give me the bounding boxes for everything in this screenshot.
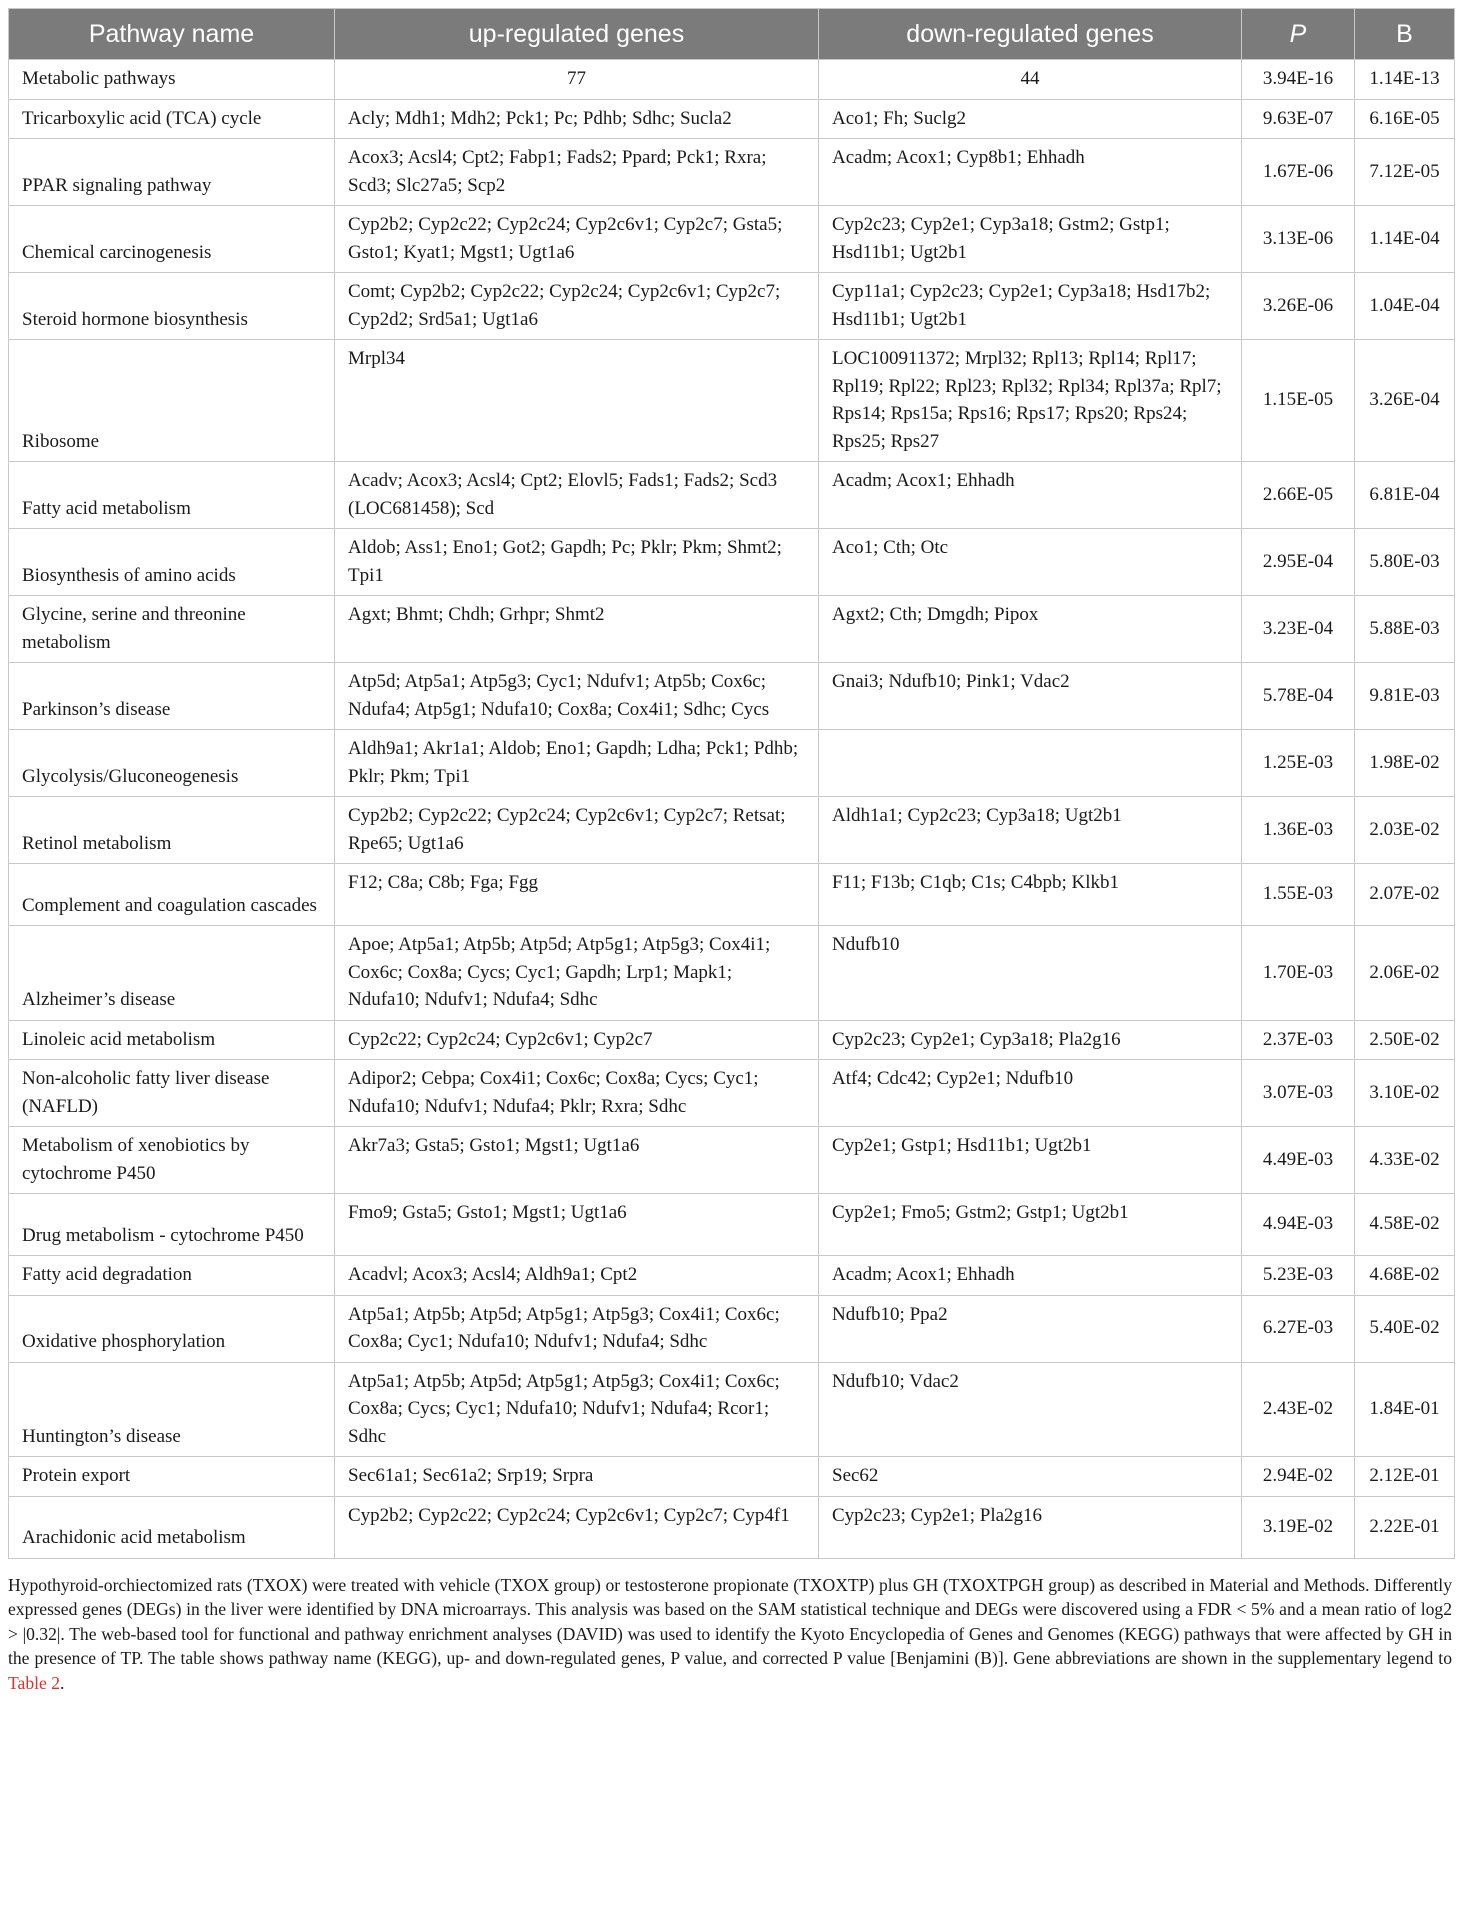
b-value-cell: 5.40E-02 bbox=[1355, 1295, 1455, 1362]
p-value-cell: 1.36E-03 bbox=[1242, 797, 1355, 864]
table-row bbox=[9, 206, 1455, 273]
up-regulated-genes-cell: Agxt; Bhmt; Chdh; Grhpr; Shmt2 bbox=[335, 596, 819, 663]
pathway-name-cell: Linoleic acid metabolism bbox=[9, 1020, 335, 1060]
pathway-name-cell: Chemical carcinogenesis bbox=[9, 206, 335, 273]
table-row bbox=[9, 663, 1455, 730]
up-regulated-genes-cell: Aldob; Ass1; Eno1; Got2; Gapdh; Pc; Pklr; Pkm; Shmt2; Tpi1 bbox=[335, 529, 819, 596]
pathway-name-cell: Ribosome bbox=[9, 340, 335, 462]
up-regulated-genes-cell: Aldh9a1; Akr1a1; Aldob; Eno1; Gapdh; Ldha; Pck1; Pdhb; Pklr; Pkm; Tpi1 bbox=[335, 730, 819, 797]
pathway-table bbox=[8, 8, 1455, 1559]
down-regulated-genes-cell: Cyp2c23; Cyp2e1; Cyp3a18; Pla2g16 bbox=[819, 1020, 1242, 1060]
down-regulated-genes-cell: Agxt2; Cth; Dmgdh; Pipox bbox=[819, 596, 1242, 663]
header-up-regulated: up-regulated genes bbox=[335, 9, 819, 60]
pathway-name-cell: Oxidative phosphorylation bbox=[9, 1295, 335, 1362]
table-row bbox=[9, 340, 1455, 462]
p-value-cell: 3.07E-03 bbox=[1242, 1060, 1355, 1127]
up-regulated-genes-cell: Acadv; Acox3; Acsl4; Cpt2; Elovl5; Fads1; Fads2; Scd3 (LOC681458); Scd bbox=[335, 462, 819, 529]
table-row bbox=[9, 60, 1455, 100]
p-value-cell: 1.55E-03 bbox=[1242, 864, 1355, 926]
up-regulated-genes-cell: Atp5a1; Atp5b; Atp5d; Atp5g1; Atp5g3; Cox4i1; Cox6c; Cox8a; Cycs; Cyc1; Ndufa10; Ndufv1; Ndufa4; Rcor1; Sdhc bbox=[335, 1362, 819, 1457]
table-row bbox=[9, 926, 1455, 1021]
table-row bbox=[9, 273, 1455, 340]
pathway-name-cell: Glycolysis/Gluconeogenesis bbox=[9, 730, 335, 797]
up-regulated-genes-cell: Fmo9; Gsta5; Gsto1; Mgst1; Ugt1a6 bbox=[335, 1194, 819, 1256]
b-value-cell: 1.14E-13 bbox=[1355, 60, 1455, 100]
b-value-cell: 5.88E-03 bbox=[1355, 596, 1455, 663]
p-value-cell: 4.49E-03 bbox=[1242, 1127, 1355, 1194]
pathway-name-cell: Tricarboxylic acid (TCA) cycle bbox=[9, 99, 335, 139]
up-regulated-genes-cell: Cyp2b2; Cyp2c22; Cyp2c24; Cyp2c6v1; Cyp2c7; Cyp4f1 bbox=[335, 1496, 819, 1558]
table-row bbox=[9, 596, 1455, 663]
p-value-cell: 3.26E-06 bbox=[1242, 273, 1355, 340]
pathway-name-cell: Metabolism of xenobiotics by cytochrome P450 bbox=[9, 1127, 335, 1194]
p-value-cell: 3.23E-04 bbox=[1242, 596, 1355, 663]
b-value-cell: 1.04E-04 bbox=[1355, 273, 1455, 340]
p-value-cell: 1.67E-06 bbox=[1242, 139, 1355, 206]
up-regulated-genes-cell: Cyp2c22; Cyp2c24; Cyp2c6v1; Cyp2c7 bbox=[335, 1020, 819, 1060]
table-row bbox=[9, 99, 1455, 139]
down-regulated-genes-cell: Ndufb10; Ppa2 bbox=[819, 1295, 1242, 1362]
b-value-cell: 2.07E-02 bbox=[1355, 864, 1455, 926]
pathway-name-cell: Drug metabolism - cytochrome P450 bbox=[9, 1194, 335, 1256]
down-regulated-genes-cell: Acadm; Acox1; Cyp8b1; Ehhadh bbox=[819, 139, 1242, 206]
table-row bbox=[9, 1020, 1455, 1060]
up-regulated-genes-cell: Acadvl; Acox3; Acsl4; Aldh9a1; Cpt2 bbox=[335, 1256, 819, 1296]
p-value-cell: 2.66E-05 bbox=[1242, 462, 1355, 529]
p-value-cell: 2.94E-02 bbox=[1242, 1457, 1355, 1497]
table-row bbox=[9, 1256, 1455, 1296]
table-row bbox=[9, 1457, 1455, 1497]
down-regulated-genes-cell: Cyp2c23; Cyp2e1; Pla2g16 bbox=[819, 1496, 1242, 1558]
b-value-cell: 1.98E-02 bbox=[1355, 730, 1455, 797]
up-regulated-genes-cell: 77 bbox=[335, 60, 819, 100]
pathway-name-cell: Glycine, serine and threonine metabolism bbox=[9, 596, 335, 663]
pathway-name-cell: Fatty acid metabolism bbox=[9, 462, 335, 529]
table-row bbox=[9, 529, 1455, 596]
down-regulated-genes-cell: Aco1; Fh; Suclg2 bbox=[819, 99, 1242, 139]
p-value-cell: 2.43E-02 bbox=[1242, 1362, 1355, 1457]
header-b-value: B bbox=[1355, 9, 1455, 60]
down-regulated-genes-cell: Cyp11a1; Cyp2c23; Cyp2e1; Cyp3a18; Hsd17b2; Hsd11b1; Ugt2b1 bbox=[819, 273, 1242, 340]
down-regulated-genes-cell: Cyp2c23; Cyp2e1; Cyp3a18; Gstm2; Gstp1; Hsd11b1; Ugt2b1 bbox=[819, 206, 1242, 273]
down-regulated-genes-cell: F11; F13b; C1qb; C1s; C4bpb; Klkb1 bbox=[819, 864, 1242, 926]
pathway-name-cell: Steroid hormone biosynthesis bbox=[9, 273, 335, 340]
p-value-cell: 2.95E-04 bbox=[1242, 529, 1355, 596]
down-regulated-genes-cell: Gnai3; Ndufb10; Pink1; Vdac2 bbox=[819, 663, 1242, 730]
p-value-cell: 5.78E-04 bbox=[1242, 663, 1355, 730]
up-regulated-genes-cell: Atp5d; Atp5a1; Atp5g3; Cyc1; Ndufv1; Atp5b; Cox6c; Ndufa4; Atp5g1; Ndufa10; Cox8a; Cox4i1; Sdhc; Cycs bbox=[335, 663, 819, 730]
up-regulated-genes-cell: Comt; Cyp2b2; Cyp2c22; Cyp2c24; Cyp2c6v1; Cyp2c7; Cyp2d2; Srd5a1; Ugt1a6 bbox=[335, 273, 819, 340]
b-value-cell: 7.12E-05 bbox=[1355, 139, 1455, 206]
b-value-cell: 5.80E-03 bbox=[1355, 529, 1455, 596]
b-value-cell: 2.12E-01 bbox=[1355, 1457, 1455, 1497]
table-row bbox=[9, 1496, 1455, 1558]
table-row bbox=[9, 1362, 1455, 1457]
up-regulated-genes-cell: Apoe; Atp5a1; Atp5b; Atp5d; Atp5g1; Atp5g3; Cox4i1; Cox6c; Cox8a; Cycs; Cyc1; Gapdh; Lrp1; Mapk1; Ndufa10; Ndufv1; Ndufa4; Sdhc bbox=[335, 926, 819, 1021]
down-regulated-genes-cell: Sec62 bbox=[819, 1457, 1242, 1497]
p-value-cell: 5.23E-03 bbox=[1242, 1256, 1355, 1296]
header-p-label: P bbox=[1289, 19, 1307, 48]
down-regulated-genes-cell: Ndufb10; Vdac2 bbox=[819, 1362, 1242, 1457]
p-value-cell: 2.37E-03 bbox=[1242, 1020, 1355, 1060]
up-regulated-genes-cell: Acox3; Acsl4; Cpt2; Fabp1; Fads2; Ppard; Pck1; Rxra; Scd3; Slc27a5; Scp2 bbox=[335, 139, 819, 206]
pathway-name-cell: PPAR signaling pathway bbox=[9, 139, 335, 206]
table-footnote bbox=[8, 1573, 1454, 1696]
pathway-name-cell: Protein export bbox=[9, 1457, 335, 1497]
pathway-name-cell: Fatty acid degradation bbox=[9, 1256, 335, 1296]
footnote-end: . bbox=[60, 1672, 65, 1693]
up-regulated-genes-cell: Adipor2; Cebpa; Cox4i1; Cox6c; Cox8a; Cycs; Cyc1; Ndufa10; Ndufv1; Ndufa4; Pklr; Rxra; Sdhc bbox=[335, 1060, 819, 1127]
p-value-cell: 6.27E-03 bbox=[1242, 1295, 1355, 1362]
down-regulated-genes-cell: Aldh1a1; Cyp2c23; Cyp3a18; Ugt2b1 bbox=[819, 797, 1242, 864]
b-value-cell: 9.81E-03 bbox=[1355, 663, 1455, 730]
pathway-name-cell: Complement and coagulation cascades bbox=[9, 864, 335, 926]
table-2-link[interactable]: Table 2 bbox=[8, 1672, 61, 1693]
up-regulated-genes-cell: Sec61a1; Sec61a2; Srp19; Srpra bbox=[335, 1457, 819, 1497]
pathway-name-cell: Biosynthesis of amino acids bbox=[9, 529, 335, 596]
down-regulated-genes-cell: LOC100911372; Mrpl32; Rpl13; Rpl14; Rpl17; Rpl19; Rpl22; Rpl23; Rpl32; Rpl34; Rpl37a; Rpl7; Rps14; Rps15a; Rps16; Rps17; Rps20; Rps24; Rps25; Rps27 bbox=[819, 340, 1242, 462]
b-value-cell: 3.26E-04 bbox=[1355, 340, 1455, 462]
down-regulated-genes-cell bbox=[819, 730, 1242, 797]
table-row bbox=[9, 1295, 1455, 1362]
b-value-cell: 3.10E-02 bbox=[1355, 1060, 1455, 1127]
down-regulated-genes-cell: Cyp2e1; Fmo5; Gstm2; Gstp1; Ugt2b1 bbox=[819, 1194, 1242, 1256]
b-value-cell: 2.50E-02 bbox=[1355, 1020, 1455, 1060]
header-row bbox=[9, 9, 1455, 60]
down-regulated-genes-cell: Aco1; Cth; Otc bbox=[819, 529, 1242, 596]
table-row bbox=[9, 1127, 1455, 1194]
pathway-name-cell: Huntington’s disease bbox=[9, 1362, 335, 1457]
b-value-cell: 4.58E-02 bbox=[1355, 1194, 1455, 1256]
header-down-regulated: down-regulated genes bbox=[819, 9, 1242, 60]
table-row bbox=[9, 139, 1455, 206]
up-regulated-genes-cell: Atp5a1; Atp5b; Atp5d; Atp5g1; Atp5g3; Cox4i1; Cox6c; Cox8a; Cyc1; Ndufa10; Ndufv1; Ndufa4; Sdhc bbox=[335, 1295, 819, 1362]
table-row bbox=[9, 1194, 1455, 1256]
p-value-cell: 1.15E-05 bbox=[1242, 340, 1355, 462]
table-container bbox=[8, 8, 1454, 1695]
p-value-cell: 3.19E-02 bbox=[1242, 1496, 1355, 1558]
down-regulated-genes-cell: Atf4; Cdc42; Cyp2e1; Ndufb10 bbox=[819, 1060, 1242, 1127]
table-row bbox=[9, 864, 1455, 926]
pathway-name-cell: Alzheimer’s disease bbox=[9, 926, 335, 1021]
b-value-cell: 1.14E-04 bbox=[1355, 206, 1455, 273]
b-value-cell: 2.22E-01 bbox=[1355, 1496, 1455, 1558]
table-row bbox=[9, 1060, 1455, 1127]
down-regulated-genes-cell: Acadm; Acox1; Ehhadh bbox=[819, 462, 1242, 529]
b-value-cell: 6.81E-04 bbox=[1355, 462, 1455, 529]
up-regulated-genes-cell: Acly; Mdh1; Mdh2; Pck1; Pc; Pdhb; Sdhc; Sucla2 bbox=[335, 99, 819, 139]
p-value-cell: 3.94E-16 bbox=[1242, 60, 1355, 100]
pathway-name-cell: Arachidonic acid metabolism bbox=[9, 1496, 335, 1558]
pathway-name-cell: Metabolic pathways bbox=[9, 60, 335, 100]
b-value-cell: 2.06E-02 bbox=[1355, 926, 1455, 1021]
footnote-text: Hypothyroid-orchiectomized rats (TXOX) were treated with vehicle (TXOX group) or testosterone propionate (TXOXTP) plus GH (TXOXTPGH group) as described in Material and Methods. Differently expressed genes (DEGs) in the liver were identified by DNA microarrays. This analysis was based on the SAM statistical technique and DEGs were discovered using a FDR < 5% and a mean ratio of log2 > |0.32|. The web-based tool for functional and pathway enrichment analyses (DAVID) was used to identify the Kyoto Encyclopedia of Genes and Genomes (KEGG) pathways that were affected by GH in the presence of TP. The table shows pathway name (KEGG), up- and down-regulated genes, P value, and corrected P value [Benjamini (B)]. Gene abbreviations are shown in the supplementary legend to bbox=[8, 1574, 1452, 1668]
b-value-cell: 4.68E-02 bbox=[1355, 1256, 1455, 1296]
table-body bbox=[9, 60, 1455, 1559]
down-regulated-genes-cell: 44 bbox=[819, 60, 1242, 100]
b-value-cell: 2.03E-02 bbox=[1355, 797, 1455, 864]
up-regulated-genes-cell: Akr7a3; Gsta5; Gsto1; Mgst1; Ugt1a6 bbox=[335, 1127, 819, 1194]
table-row bbox=[9, 730, 1455, 797]
header-p-value bbox=[1242, 9, 1355, 60]
table-row bbox=[9, 462, 1455, 529]
p-value-cell: 9.63E-07 bbox=[1242, 99, 1355, 139]
p-value-cell: 3.13E-06 bbox=[1242, 206, 1355, 273]
pathway-name-cell: Retinol metabolism bbox=[9, 797, 335, 864]
p-value-cell: 1.70E-03 bbox=[1242, 926, 1355, 1021]
p-value-cell: 1.25E-03 bbox=[1242, 730, 1355, 797]
b-value-cell: 1.84E-01 bbox=[1355, 1362, 1455, 1457]
up-regulated-genes-cell: F12; C8a; C8b; Fga; Fgg bbox=[335, 864, 819, 926]
header-pathway-name: Pathway name bbox=[9, 9, 335, 60]
b-value-cell: 4.33E-02 bbox=[1355, 1127, 1455, 1194]
pathway-name-cell: Non-alcoholic fatty liver disease (NAFLD) bbox=[9, 1060, 335, 1127]
b-value-cell: 6.16E-05 bbox=[1355, 99, 1455, 139]
up-regulated-genes-cell: Mrpl34 bbox=[335, 340, 819, 462]
down-regulated-genes-cell: Cyp2e1; Gstp1; Hsd11b1; Ugt2b1 bbox=[819, 1127, 1242, 1194]
up-regulated-genes-cell: Cyp2b2; Cyp2c22; Cyp2c24; Cyp2c6v1; Cyp2c7; Gsta5; Gsto1; Kyat1; Mgst1; Ugt1a6 bbox=[335, 206, 819, 273]
p-value-cell: 4.94E-03 bbox=[1242, 1194, 1355, 1256]
table-row bbox=[9, 797, 1455, 864]
up-regulated-genes-cell: Cyp2b2; Cyp2c22; Cyp2c24; Cyp2c6v1; Cyp2c7; Retsat; Rpe65; Ugt1a6 bbox=[335, 797, 819, 864]
down-regulated-genes-cell: Acadm; Acox1; Ehhadh bbox=[819, 1256, 1242, 1296]
down-regulated-genes-cell: Ndufb10 bbox=[819, 926, 1242, 1021]
pathway-name-cell: Parkinson’s disease bbox=[9, 663, 335, 730]
